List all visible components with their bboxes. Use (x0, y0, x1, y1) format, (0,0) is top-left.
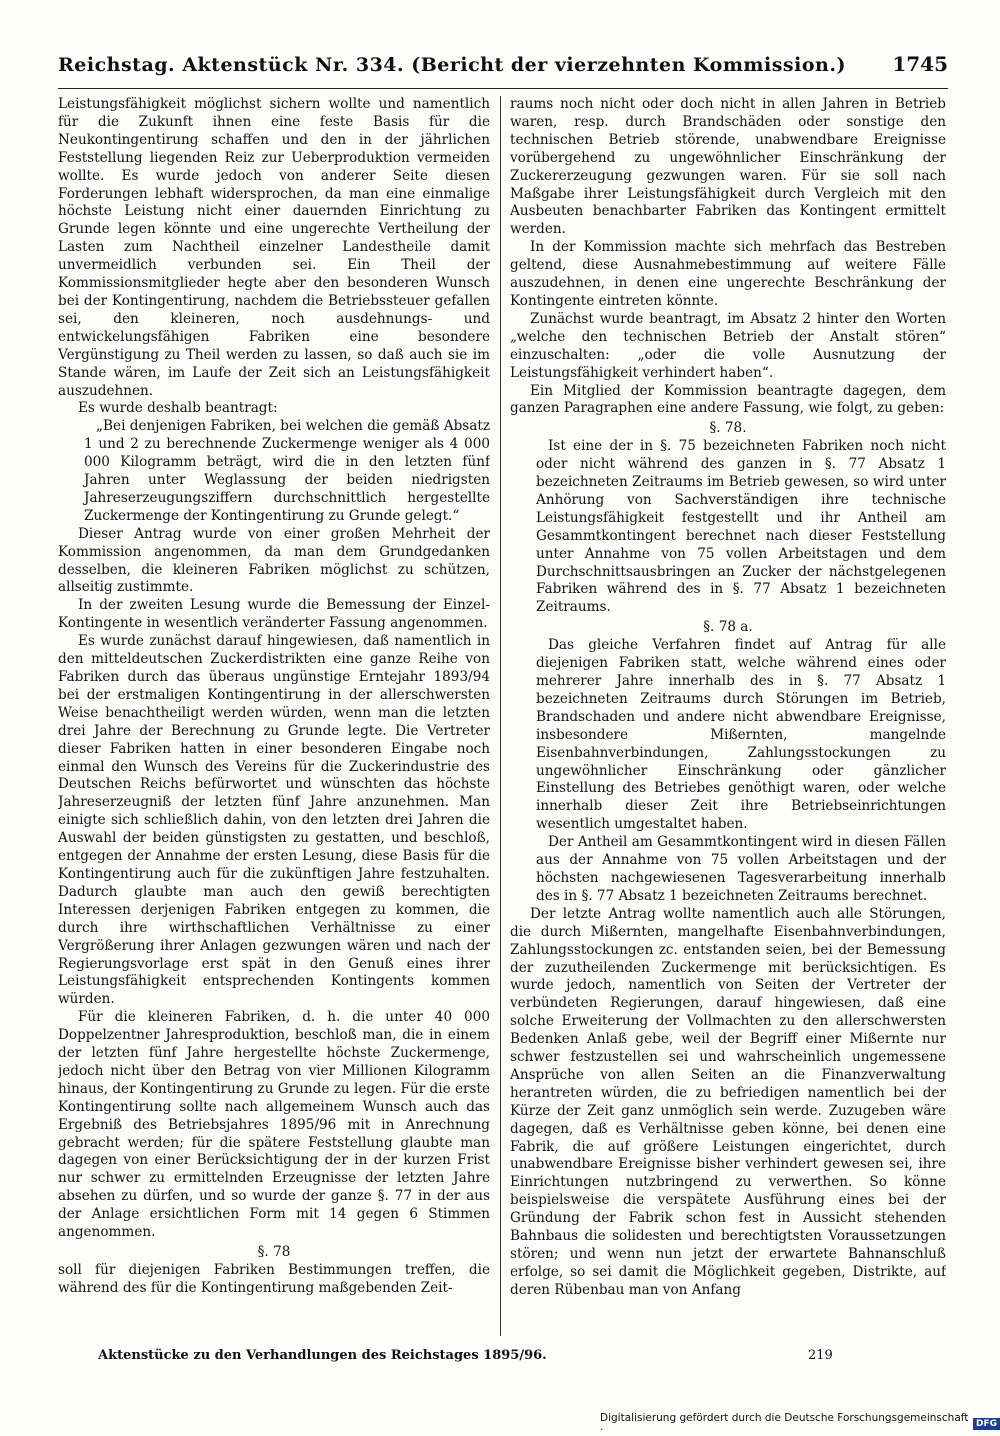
quoted-motion: „Bei denjenigen Fabriken, bei welchen die gemäß Absatz 1 und 2 zu berechnende Zuckermenge weniger als 4 000 000 Kilogramm beträgt, wird die in den letzten fünf Jahren unter Weglassung der beiden niedrigsten Jahreserzeugungsziffern durchschnittlich hergestellte Zuckermenge der Kontingentirung zu Grunde gelegt.“ (84, 418, 490, 524)
paragraph: In der Kommission machte sich mehrfach das Bestreben geltend, diese Ausnahmebestimmung auf weitere Fälle auszudehnen, in denen eine ungerechte Beschränkung der Kontingente eintreten könnte. (510, 239, 946, 309)
running-header (58, 52, 948, 89)
section-heading: §. 78 (257, 1244, 291, 1260)
paragraph: Ein Mitglied der Kommission beantragte dagegen, dem ganzen Paragraphen eine andere Fassung, wie folgt, zu geben: (510, 382, 946, 417)
footer-source: Aktenstücke zu den Verhandlungen des Reichstages 1895/96. (98, 1348, 547, 1363)
paragraph: Leistungsfähigkeit möglichst sichern wollte und namentlich für die Zukunft ihnen eine feste Basis für die Neukontingentirung schaffen und den in der jährlichen Feststellung liegenden Reiz zur Ueberproduktion vermeiden wollte. Es wurde jedoch von anderer Seite diesen Forderungen lebhaft widersprochen, da man eine einmalige höchste Leistung nicht einer dauernden Einrichtung zu Grunde legen könnte und eine ungerechte Vertheilung der Lasten zum Nachtheil einzelner Landestheile damit unvermeidlich verbunden sei. Ein Theil der Kommissionsmitglieder hegte aber den besonderen Wunsch bei der Kontingentirung, nachdem die Betriebssteuer gefallen sei, den kleineren, noch ausdehnungs- und entwickelungsfähigen Fabriken eine besondere Vergünstigung zu Theil werden zu lassen, so daß auch sie im Stande wären, im Laufe der Zeit sich an Leistungsfähigkeit auszudehnen. (58, 96, 490, 399)
section-heading: §. 78 a. (703, 619, 753, 636)
quoted-section: Der Antheil am Gesammtkontingent wird in diesen Fällen aus der Annahme von 75 vollen Arbeitstagen und der höchsten nachgewiesenen Tagesverarbeitung innerhalb des in §. 77 Absatz 1 bezeichneten Zeitraums berechnet. (536, 834, 946, 904)
paragraph: In der zweiten Lesung wurde die Bemessung der Einzel-Kontingente in wesentlich veränderter Fassung angenommen. (58, 597, 490, 632)
paragraph: Es wurde deshalb beantragt: (78, 400, 278, 417)
quoted-section: Ist eine der in §. 75 bezeichneten Fabriken noch nicht oder nicht während des ganzen in §. 77 Absatz 1 bezeichneten Zeitraums im Betrieb gewesen, so wird unter Anhörung von Sachverständigen ihre technische Leistungsfähigkeit festgestellt und ihr Antheil am Gesammtkontingent berechnet nach dieser Feststellung unter Annahme von 75 vollen Arbeitstagen und dem Durchschnittsausbringen an Zucker der nächstgelegenen Fabriken während des in §. 77 Absatz 1 bezeichneten Zeitraums. (536, 438, 946, 616)
paragraph: Zunächst wurde beantragt, im Absatz 2 hinter den Worten „welche den technischen Betrieb der Anstalt stören“ einzuschalten: „oder die volle Ausnutzung der Leistungsfähigkeit verhindert haben“. (510, 310, 946, 381)
header-title: Reichstag. Aktenstück Nr. 334. (Bericht der vierzehnten Kommission.) (58, 54, 846, 76)
right-column (510, 96, 946, 1334)
page-number: 1745 (892, 52, 948, 76)
left-column (58, 96, 490, 1334)
paragraph: Der letzte Antrag wollte namentlich auch alle Störungen, die durch Mißernten, mangelhafte Eisenbahnverbindungen, Zahlungsstockungen zc. entstanden seien, bei der Bemessung der zuzutheilenden Zuckermenge mit berücksichtigen. Es wurde jedoch, namentlich von Seiten der Vertreter der verbündeten Regierungen, darauf hingewiesen, daß eine solche Erweiterung der Vollmachten zu den allerschwersten Bedenken Anlaß gebe, weil der Begriff einer Mißernte nur schwer festzustellen sei und wahrscheinlich ungemessene Ansprüche von allen Seiten an die Finanzverwaltung herantreten würden, die zu befriedigen namentlich bei der Kürze der Zeit ganz unmöglich sein werde. Zuzugeben wäre dagegen, daß es Verhältnisse geben könne, bei denen eine Fabrik, die auf größere Leistungen eingerichtet, durch unabwendbare Ereignisse bisher verhindert gewesen sei, ihre Einrichtungen nutzbringend zu verwerthen. So könne beispielsweise die verspätete Ausführung eines bei der Gründung der Fabrik schon fest in Aussicht stehenden Bahnbaus die solidesten und berechtigtsten Voraussetzungen stören; und wenn nun jetzt der erwartete Bahnanschluß erfolge, so sei damit die Möglichkeit gegeben, Distrikte, auf deren Rübenbau man von Anfang (510, 905, 946, 1298)
paragraph: soll für diejenigen Fabriken Bestimmungen treffen, die während des für die Kontingentirung maßgebenden Zeit- (58, 1261, 490, 1296)
dfg-logo: DFG (973, 1418, 1000, 1430)
paragraph: raums noch nicht oder doch nicht in allen Jahren in Betrieb waren, resp. durch Brandschäden oder sonstige den technischen Betrieb störende, unabwendbare Ereignisse vorübergehend zu ungewöhnlicher Einschränkung der Zuckererzeugung gezwungen waren. Für sie soll nach Maßgabe ihrer Leistungsfähigkeit durch Vergleich mit den Ausbeuten benachbarter Fabriken das Kontingent ermittelt werden. (510, 96, 946, 238)
section-heading: §. 78. (709, 420, 747, 437)
quoted-section: Das gleiche Verfahren findet auf Antrag für alle diejenigen Fabriken statt, welche während eines oder mehrerer Jahre innerhalb des in §. 77 Absatz 1 bezeichneten Zeitraums durch Störungen im Betrieb, Brandschaden und andere nicht abwendbare Ereignisse, insbesondere Mißernten, mangelnde Eisenbahnverbindungen, Zahlungsstockungen zu ungewöhnlicher Einschränkung oder gänzlicher Einstellung des Betriebes genöthigt waren, oder welche innerhalb dieser Zeit ihre Betriebseinrichtungen wesentlich umgestaltet haben. (536, 637, 946, 833)
column-divider (500, 96, 501, 1336)
footer-signature-number: 219 (808, 1348, 833, 1363)
paragraph: Dieser Antrag wurde von einer großen Mehrheit der Kommission angenommen, da man dem Grundgedanken desselben, die kleineren Fabriken möglichst zu schützen, allseitig zustimmte. (58, 525, 490, 596)
credit-text: Digitalisierung gefördert durch die Deutsche Forschungsgemeinschaft · (600, 1412, 969, 1436)
paragraph: Für die kleineren Fabriken, d. h. die unter 40 000 Doppelzentner Jahresproduktion, beschloß man, die in einem der letzten fünf Jahre hergestellte höchste Zuckermenge, jedoch nicht über den Betrag von vier Millionen Kilogramm hinaus, der Kontingentirung zu Grunde zu legen. Für die erste Kontingentirung sollte nach allgemeinem Wunsch auch das Ergebniß des Betriebsjahres 1895/96 mit in Anrechnung gebracht werden; für die spätere Feststellung glaubte man dagegen von einer Berücksichtigung der in der kurzen Frist nur schwer zu ermittelnden Erzeugnisse der letzten Jahre absehen zu dürfen, und so wurde der ganze §. 77 in der aus der Anlage ersichtlichen Form mit 14 gegen 6 Stimmen angenommen. (58, 1009, 490, 1241)
digitization-credit (600, 1412, 1000, 1436)
paragraph: Es wurde zunächst darauf hingewiesen, daß namentlich in den mitteldeutschen Zuckerdistrikten eine ganze Reihe von Fabriken durch das überaus ungünstige Erntejahr 1893/94 bei der erstmaligen Kontingentirung in der allerschwersten Weise benachtheiligt werden würden, wenn man die letzten drei Jahre der Berechnung zu Grunde legte. Die Vertreter dieser Fabriken hatten in einer besonderen Eingabe noch einmal den Wunsch des Vereins für die Zuckerindustrie des Deutschen Reichs befürwortet und wünschten das höchste Jahreserzeugniß der letzten fünf Jahre anzunehmen. Man einigte sich schließlich dahin, von den letzten drei Jahren die Auswahl der beiden günstigsten zu gestatten, und beschloß, entgegen der Annahme der ersten Lesung, diese Basis für die Kontingentirung auch für die zukünftigen Jahre festzuhalten. Dadurch glaubte man auch den gewiß berechtigten Interessen derjenigen Fabriken entgegen zu kommen, die durch ihre wirthschaftlichen Verhältnisse zu einer Vergrößerung ihrer Anlagen gezwungen wären und nach der Regierungsvorlage erst spät in den Genuß eines ihrer Leistungsfähigkeit entsprechenden Kontingents kommen würden. (58, 633, 490, 1008)
